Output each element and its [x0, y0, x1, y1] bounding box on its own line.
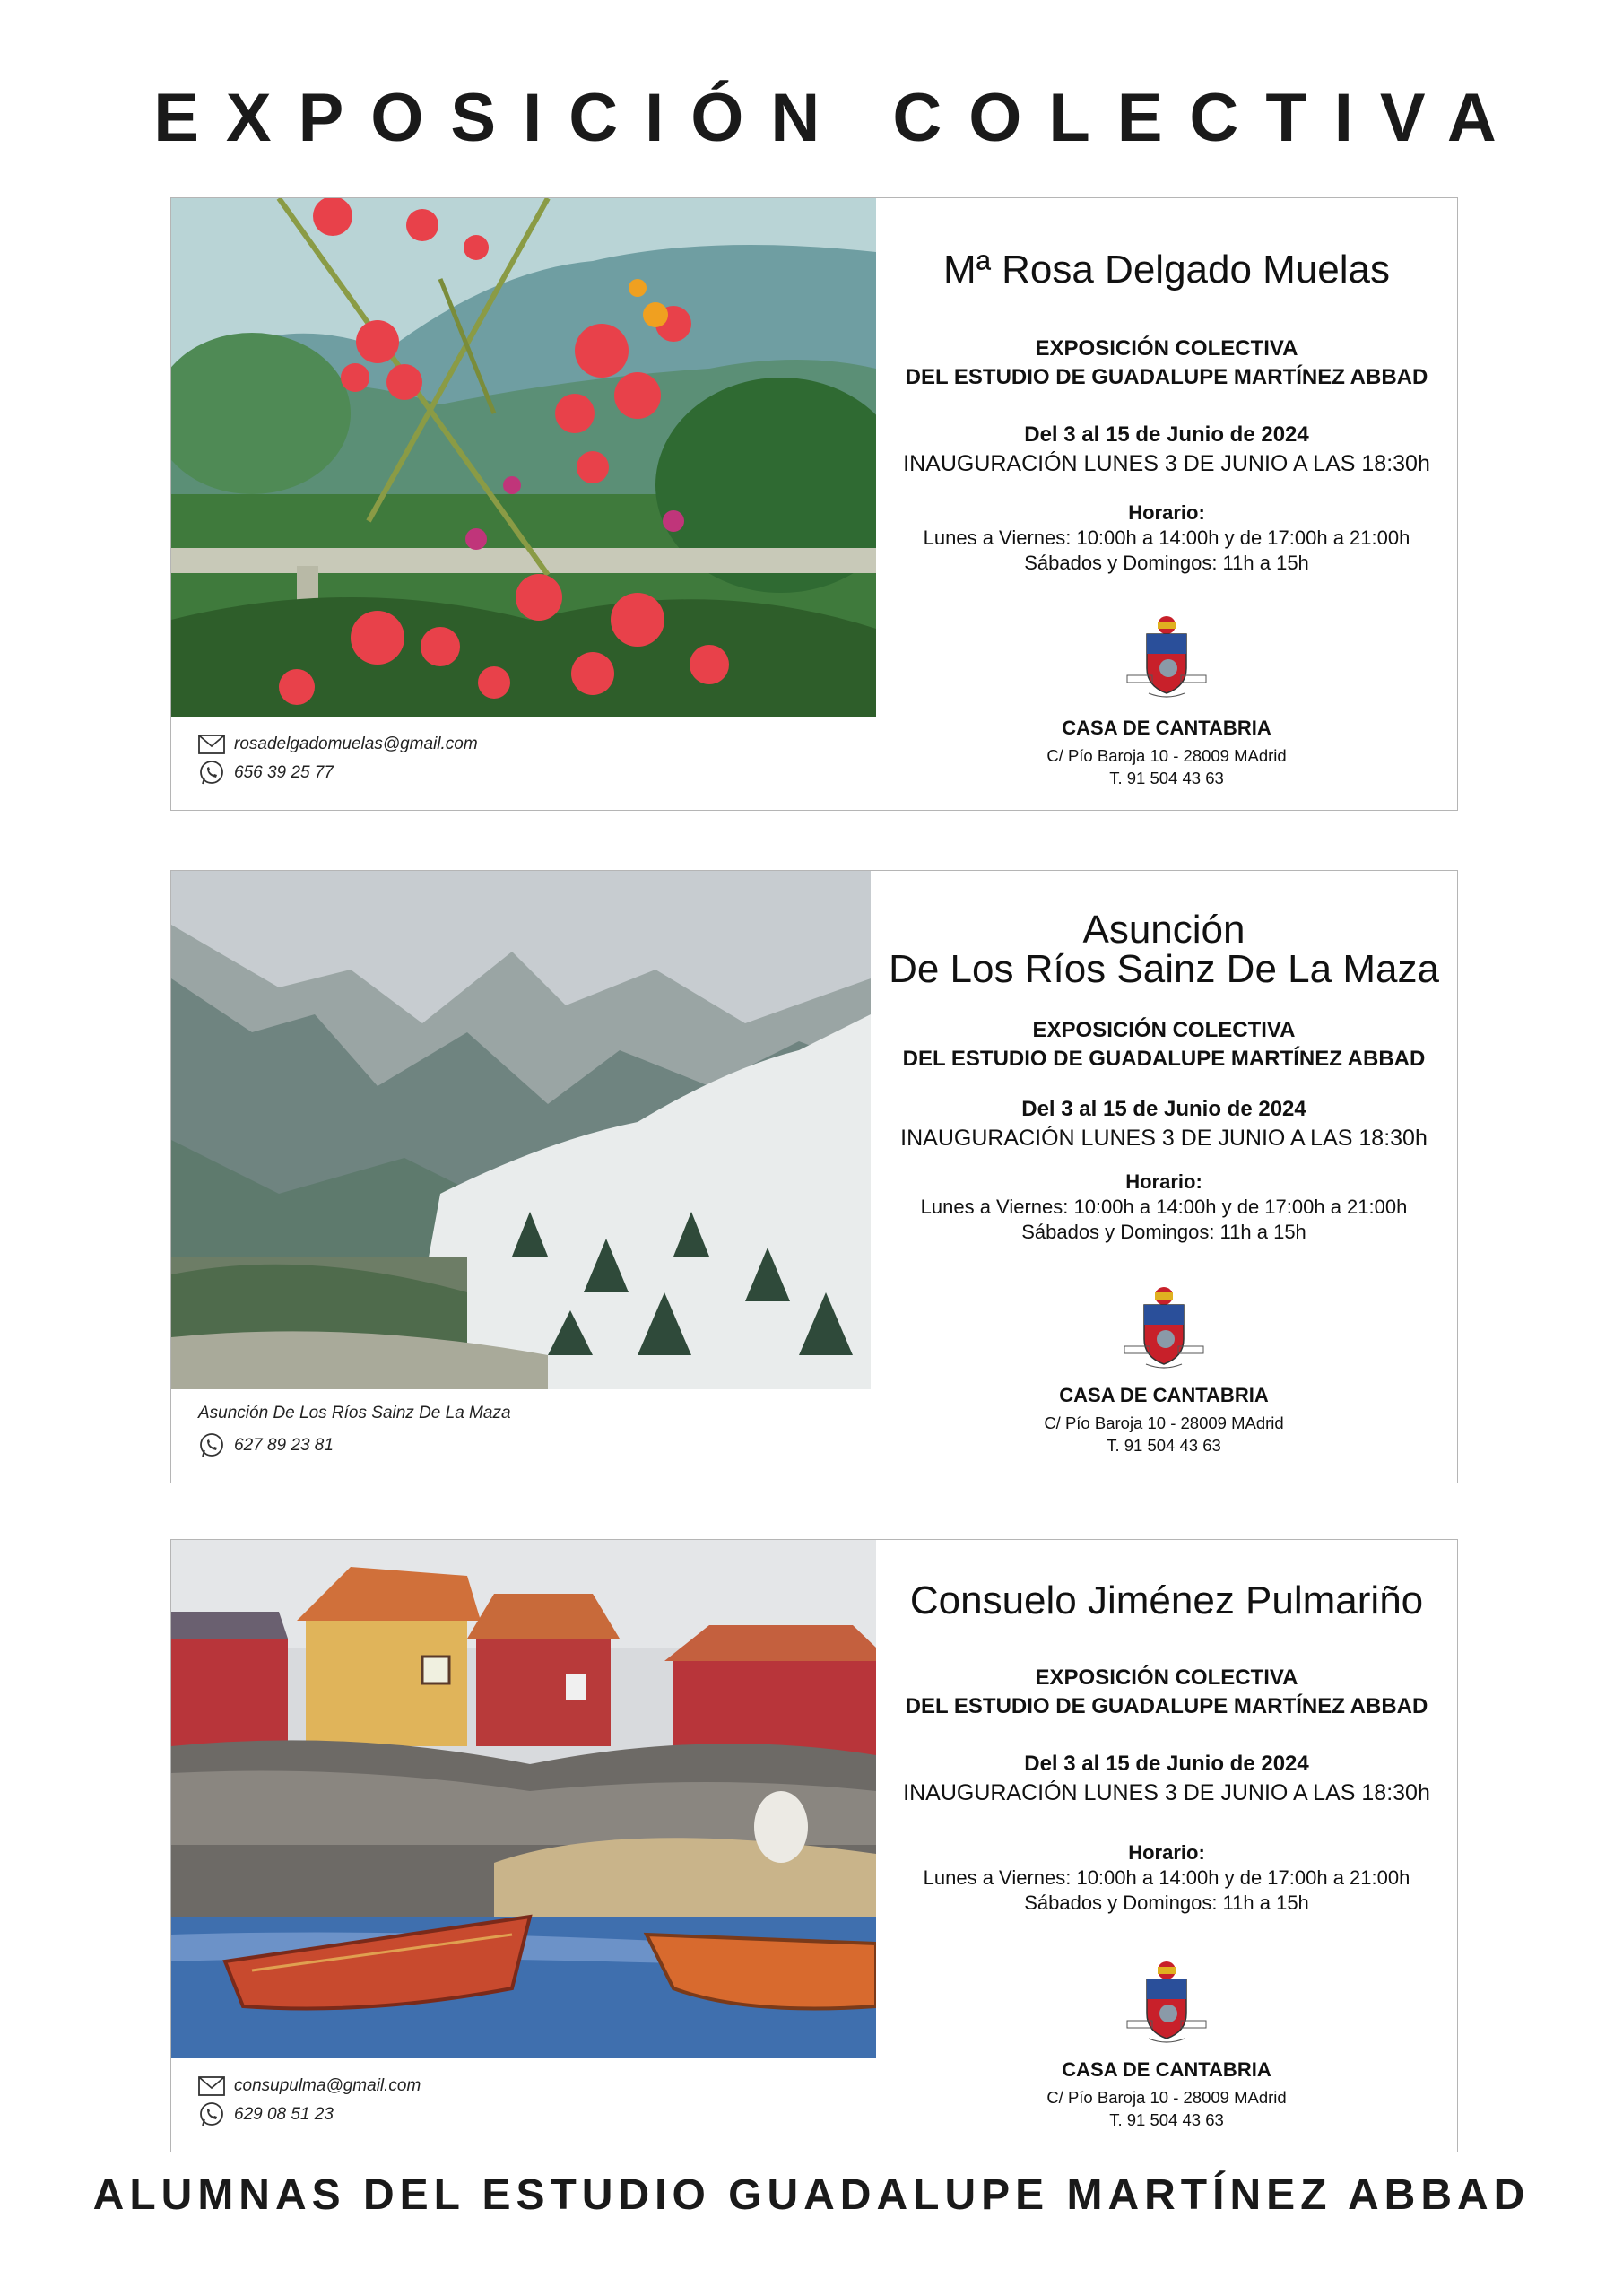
exhibition-line-1: EXPOSICIÓN COLECTIVA — [1035, 1665, 1298, 1690]
envelope-icon — [198, 2073, 225, 2100]
artist-signature-text: Asunción De Los Ríos Sainz De La Maza — [198, 1404, 511, 1422]
venue-address: C/ Pío Baroja 10 - 28009 MAdrid — [1046, 2088, 1287, 2107]
info-panel — [871, 871, 1457, 1483]
flowers-painting-image — [171, 198, 876, 717]
painting-mountains — [171, 871, 871, 1389]
artist-name-line-1: Asunción — [1082, 908, 1245, 952]
venue-name: CASA DE CANTABRIA — [1062, 717, 1271, 739]
inauguration-text: INAUGURACIÓN LUNES 3 DE JUNIO A LAS 18:30h — [900, 1126, 1428, 1151]
venue-name: CASA DE CANTABRIA — [1059, 1384, 1269, 1406]
venue-phone: T. 91 504 43 63 — [1107, 1436, 1221, 1455]
contact-name — [198, 1404, 511, 1423]
artist-name: Mª Rosa Delgado Muelas — [942, 248, 1391, 291]
harbor-painting-image — [171, 1540, 876, 2058]
mountains-painting-image — [171, 871, 871, 1389]
venue-phone: T. 91 504 43 63 — [1109, 2110, 1224, 2129]
exhibition-dates: Del 3 al 15 de Junio de 2024 — [1024, 1752, 1309, 1776]
inauguration-text: INAUGURACIÓN LUNES 3 DE JUNIO A LAS 18:30h — [903, 1780, 1430, 1805]
inauguration-text: INAUGURACIÓN LUNES 3 DE JUNIO A LAS 18:30h — [903, 451, 1430, 476]
exhibition-line-2: DEL ESTUDIO DE GUADALUPE MARTÍNEZ ABBAD — [905, 1694, 1428, 1718]
cantabria-crest-logo — [1119, 1283, 1209, 1373]
email-text: consupulma@gmail.com — [234, 2076, 421, 2095]
exhibition-line-2: DEL ESTUDIO DE GUADALUPE MARTÍNEZ ABBAD — [905, 365, 1428, 389]
schedule-weekdays: Lunes a Viernes: 10:00h a 14:00h y de 17:00h a 21:00h — [920, 1196, 1408, 1218]
footer-title: ALUMNAS DEL ESTUDIO GUADALUPE MARTÍNEZ ABBAD — [92, 2171, 1531, 2219]
schedule-weekdays: Lunes a Viernes: 10:00h a 14:00h y de 17:00h a 21:00h — [923, 526, 1410, 549]
whatsapp-icon — [198, 1432, 225, 1459]
contact-phone[interactable] — [198, 760, 334, 787]
phone-text: 629 08 51 23 — [234, 2105, 334, 2124]
venue-name: CASA DE CANTABRIA — [1062, 2058, 1271, 2081]
contact-email[interactable] — [198, 731, 478, 758]
artist-name-line-2: De Los Ríos Sainz De La Maza — [889, 947, 1439, 991]
exhibition-line-1: EXPOSICIÓN COLECTIVA — [1035, 336, 1298, 361]
painting-flowers — [171, 198, 876, 717]
schedule-label: Horario: — [1125, 1170, 1202, 1193]
schedule-label: Horario: — [1128, 501, 1205, 524]
venue-address: C/ Pío Baroja 10 - 28009 MAdrid — [1046, 746, 1287, 765]
email-text: rosadelgadomuelas@gmail.com — [234, 735, 478, 753]
artist-name: Consuelo Jiménez Pulmariño — [909, 1578, 1424, 1622]
cantabria-crest-logo — [1122, 613, 1211, 702]
cantabria-crest-logo — [1122, 1958, 1211, 2048]
exhibition-card-1 — [170, 197, 1458, 811]
schedule-weekdays: Lunes a Viernes: 10:00h a 14:00h y de 17:00h a 21:00h — [923, 1866, 1410, 1889]
whatsapp-icon — [198, 2101, 225, 2128]
envelope-icon — [198, 731, 225, 758]
exhibition-line-1: EXPOSICIÓN COLECTIVA — [1032, 1018, 1296, 1042]
exhibition-card-3 — [170, 1539, 1458, 2152]
contact-email[interactable] — [198, 2073, 421, 2100]
exhibition-dates: Del 3 al 15 de Junio de 2024 — [1021, 1097, 1306, 1121]
exhibition-line-2: DEL ESTUDIO DE GUADALUPE MARTÍNEZ ABBAD — [902, 1047, 1426, 1071]
venue-phone: T. 91 504 43 63 — [1109, 769, 1224, 787]
schedule-weekend: Sábados y Domingos: 11h a 15h — [1024, 552, 1309, 574]
info-panel — [876, 1540, 1457, 2152]
phone-text: 656 39 25 77 — [234, 763, 334, 782]
contact-phone[interactable] — [198, 1432, 334, 1459]
whatsapp-icon — [198, 760, 225, 787]
contact-phone[interactable] — [198, 2101, 334, 2128]
exhibition-dates: Del 3 al 15 de Junio de 2024 — [1024, 422, 1309, 447]
exhibition-card-2 — [170, 870, 1458, 1483]
schedule-weekend: Sábados y Domingos: 11h a 15h — [1021, 1221, 1306, 1243]
info-panel — [876, 198, 1457, 810]
phone-text: 627 89 23 81 — [234, 1436, 334, 1455]
schedule-weekend: Sábados y Domingos: 11h a 15h — [1024, 1892, 1309, 1914]
page-title: EXPOSICIÓN COLECTIVA — [153, 80, 1523, 156]
painting-harbor — [171, 1540, 876, 2058]
venue-address: C/ Pío Baroja 10 - 28009 MAdrid — [1044, 1413, 1284, 1432]
schedule-label: Horario: — [1128, 1841, 1205, 1864]
